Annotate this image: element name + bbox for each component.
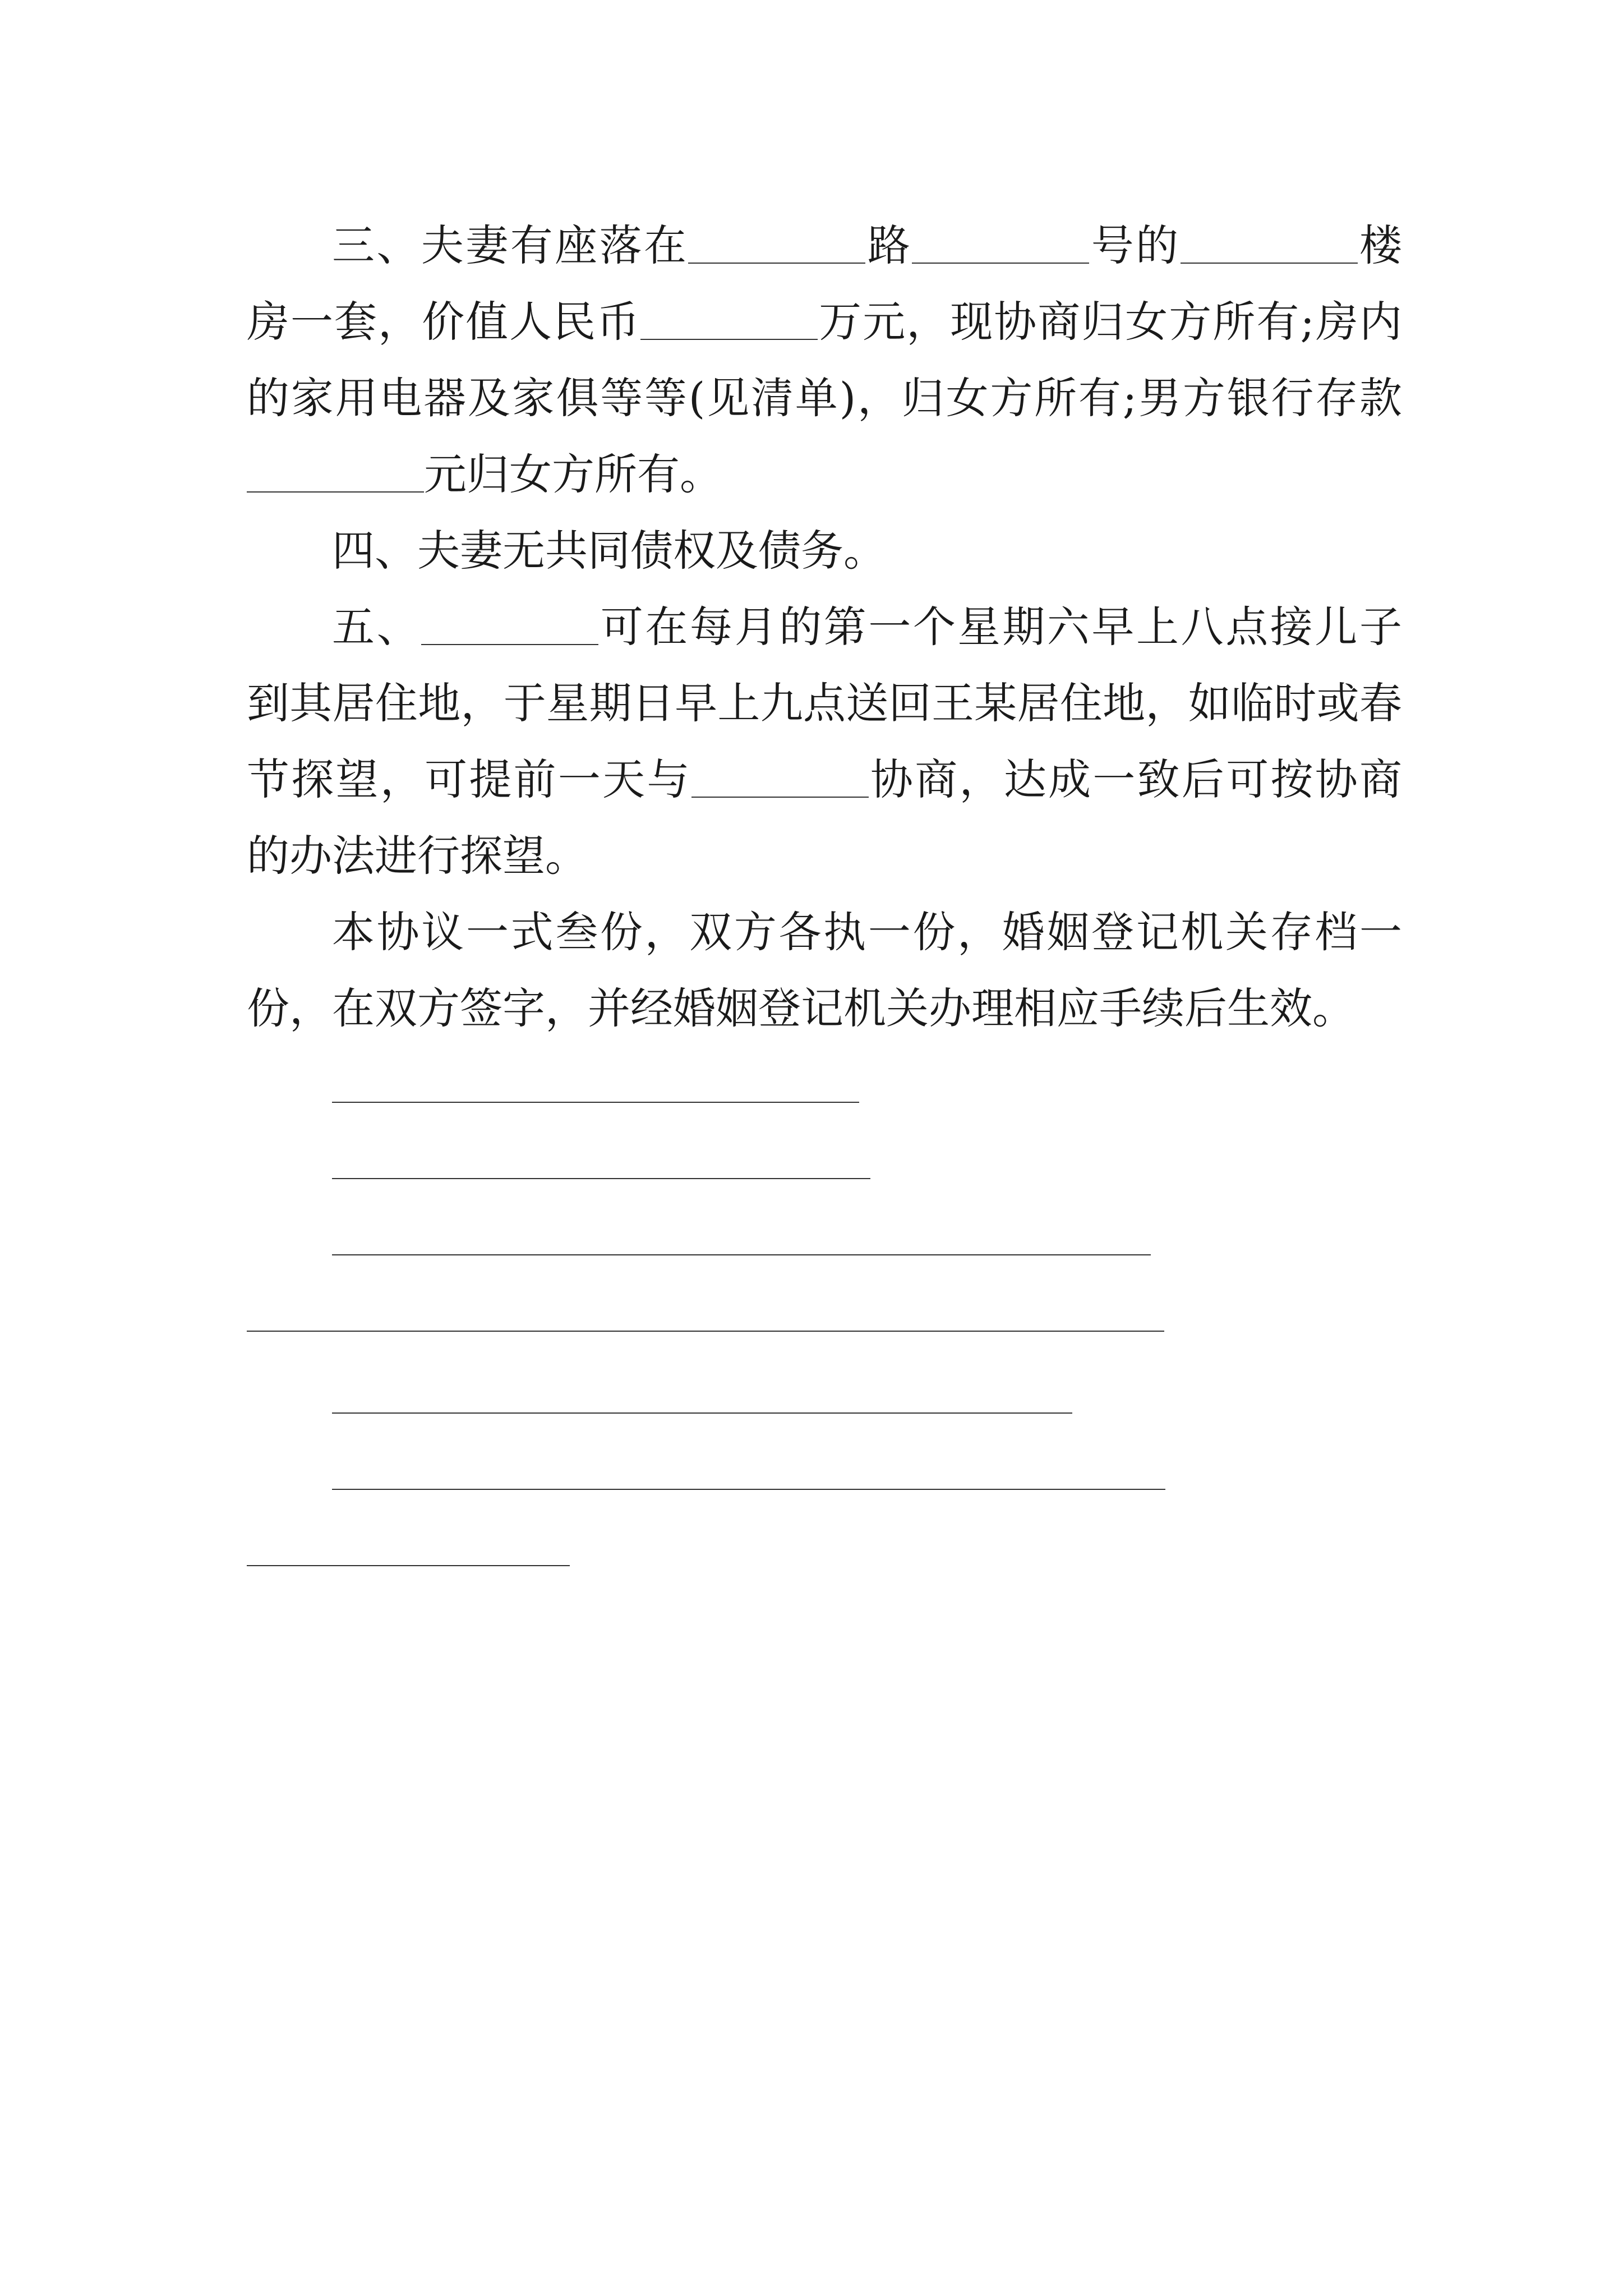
paragraph-6: 本协议一式叁份，双方各执一份，婚姻登记机关存档一份，在双方签字，并经婚姻登记机关办理相应手续后生效。 bbox=[247, 907, 1402, 1033]
blank-line bbox=[691, 757, 869, 798]
blank-line bbox=[421, 605, 598, 645]
blank-line bbox=[929, 1215, 1018, 1255]
blank-line bbox=[617, 1291, 987, 1332]
applicant-paragraph bbox=[247, 1199, 1402, 1352]
blank-line bbox=[596, 1062, 859, 1103]
blank-line bbox=[332, 1215, 509, 1255]
blank-line bbox=[691, 1139, 781, 1179]
blank-line bbox=[688, 223, 865, 264]
blank-line bbox=[332, 1139, 422, 1179]
blank-line bbox=[332, 1373, 702, 1414]
blank-line bbox=[599, 1215, 709, 1255]
blank-line bbox=[702, 1373, 1072, 1414]
blank-line bbox=[1181, 223, 1358, 264]
paragraph-4: 四、夫妻无共同债权及债务。 bbox=[332, 526, 886, 576]
blank-line bbox=[332, 1062, 596, 1103]
text-segment: 元归女方所有。 bbox=[424, 449, 722, 499]
blank-line bbox=[247, 1526, 570, 1566]
blank-line bbox=[422, 1139, 511, 1179]
blank-line bbox=[819, 1215, 929, 1255]
blank-line bbox=[709, 1215, 819, 1255]
blank-line bbox=[709, 1450, 1165, 1490]
paragraph-5 bbox=[247, 589, 1402, 894]
text-segment: 万元，现协商归女方所有;房内的家用电器及家俱等等(见清单)，归女方所有;男方银行存款 bbox=[247, 297, 1402, 423]
blank-line bbox=[247, 1291, 617, 1332]
text-segment: 楼房一套，价值人民币 bbox=[247, 220, 1403, 347]
blank-line bbox=[781, 1139, 870, 1179]
blank-line bbox=[509, 1450, 709, 1490]
date-line bbox=[247, 1123, 1402, 1199]
blank-line bbox=[332, 1450, 509, 1490]
blank-line bbox=[509, 1215, 599, 1255]
blank-line bbox=[601, 1139, 691, 1179]
blank-line bbox=[912, 223, 1089, 264]
blank-line bbox=[511, 1139, 601, 1179]
legal-rep-paragraph bbox=[247, 1434, 1402, 1586]
text-segment: 路 bbox=[865, 220, 912, 270]
blank-line bbox=[640, 300, 818, 340]
text-segment: 号的 bbox=[1089, 220, 1181, 270]
paragraph-3 bbox=[247, 208, 1402, 513]
blank-line bbox=[1018, 1215, 1151, 1255]
text-segment: 五、 bbox=[332, 602, 422, 652]
text-segment: 协商，达成一致后可按协商的办法进行探望。 bbox=[247, 754, 1403, 881]
document-body bbox=[247, 208, 1402, 1586]
blank-line bbox=[247, 452, 424, 493]
text-segment: 可在每月的第一个星期六早上八点接儿子到其居住地，于星期日早上九点送回王某居住地，如临时或春节探望，可提前一天与 bbox=[247, 602, 1403, 804]
text-segment: 三、夫妻有座落在 bbox=[332, 220, 689, 270]
respondent-paragraph bbox=[247, 1358, 1402, 1434]
signature-line bbox=[247, 1047, 1402, 1123]
blank-line bbox=[987, 1291, 1164, 1332]
